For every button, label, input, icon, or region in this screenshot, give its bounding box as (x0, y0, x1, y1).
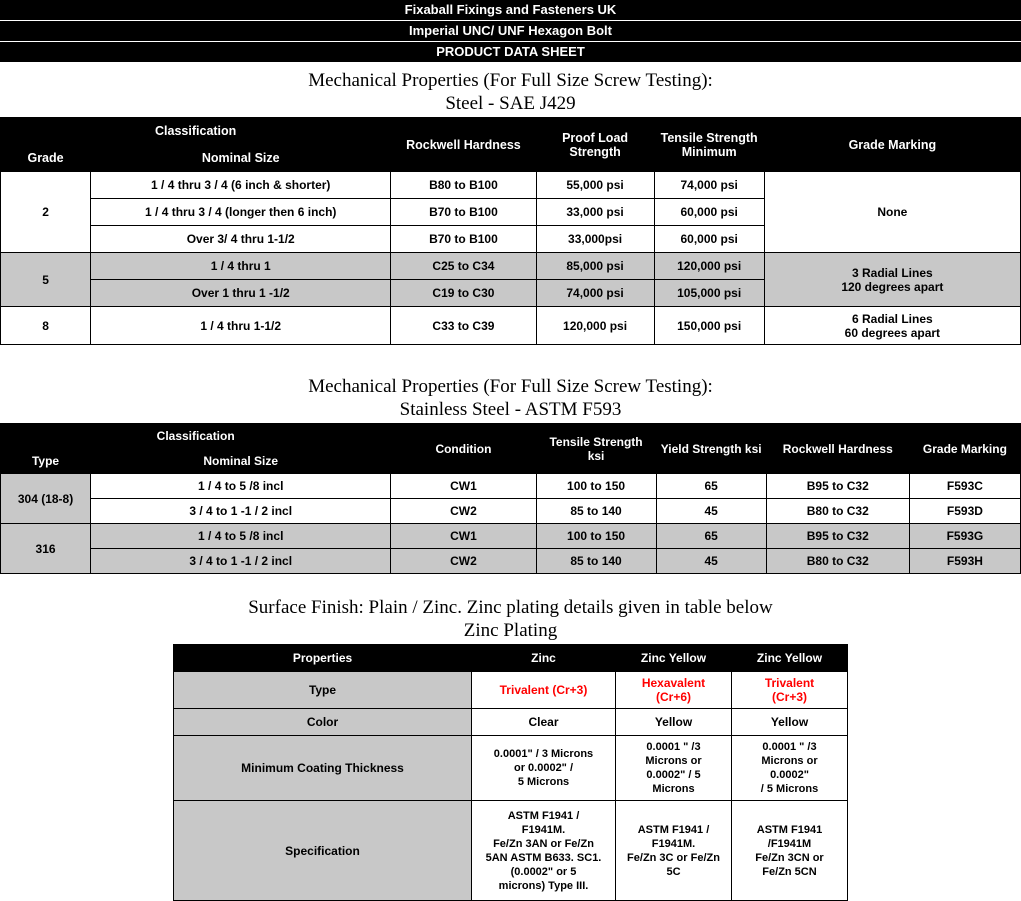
rockwell-value: C33 to C39 (391, 307, 536, 345)
nominal-size-value: 1 / 4 thru 1-1/2 (91, 307, 391, 345)
astm-f593-table (0, 423, 1021, 574)
nominal-size-value: 3 / 4 to 1 -1 / 2 incl (91, 549, 391, 574)
col-zinc: Zinc (472, 645, 616, 672)
tensile-value: 74,000 psi (654, 172, 764, 199)
proof-value: 33,000 psi (536, 199, 654, 226)
col-tensile-strength: Tensile Strength Minimum (654, 118, 764, 172)
rockwell-value: C19 to C30 (391, 280, 536, 307)
section3-title-line1: Surface Finish: Plain / Zinc. Zinc plating details given in table below (248, 597, 773, 618)
table-row (1, 499, 1021, 524)
col-rockwell: Rockwell Hardness (391, 118, 536, 172)
value-line3: Fe/Zn 3C or Fe/Zn (627, 851, 720, 864)
rockwell-value: B80 to B100 (391, 172, 536, 199)
nominal-size-value: 1 / 4 to 5 /8 incl (91, 474, 391, 499)
color-zinc-value: Clear (472, 709, 616, 736)
thickness-zinc-yellow-hexavalent-value (616, 736, 732, 801)
value-line3: 5 Microns (517, 776, 570, 788)
value-line1: Hexavalent (641, 676, 706, 690)
grade-value: 2 (1, 172, 91, 253)
section2-title-line2: Stainless Steel - ASTM F593 (399, 399, 622, 420)
value-line3: 0.0002" / 5 (646, 769, 701, 781)
rockwell-value: B80 to C32 (766, 499, 909, 524)
value-line2: (Cr+6) (655, 690, 691, 704)
row-label-color: Color (174, 709, 472, 736)
condition-value: CW1 (391, 474, 536, 499)
col-grade: Grade (1, 145, 91, 172)
nominal-size-value: 1 / 4 thru 3 / 4 (6 inch & shorter) (91, 172, 391, 199)
rockwell-value: B70 to B100 (391, 226, 536, 253)
document-type-title: PRODUCT DATA SHEET (0, 42, 1021, 63)
tensile-value: 150,000 psi (654, 307, 764, 345)
value-line4: Fe/Zn 5CN (762, 865, 817, 878)
tensile-value: 100 to 150 (536, 524, 656, 549)
color-zinc-yellow-hexavalent-value: Yellow (616, 709, 732, 736)
value-line4: / 5 Microns (760, 783, 819, 795)
zinc-plating-table (173, 644, 848, 901)
document-header (0, 0, 1021, 63)
rockwell-value: B95 to C32 (766, 524, 909, 549)
col-proof-load: Proof Load Strength (536, 118, 654, 172)
value-line2: (Cr+3) (771, 690, 807, 704)
col-grade-marking: Grade Marking (764, 118, 1020, 172)
table-header-row (1, 424, 1021, 449)
grade-marking-line2: 120 degrees apart (841, 279, 944, 294)
yield-value: 45 (656, 499, 766, 524)
table-row (1, 172, 1021, 199)
col-nominal-size: Nominal Size (91, 145, 391, 172)
type-zinc-yellow-trivalent-value (732, 672, 848, 709)
grade-marking-value: F593H (909, 549, 1020, 574)
col-zinc-yellow-trivalent: Zinc Yellow (732, 645, 848, 672)
tensile-value: 120,000 psi (654, 253, 764, 280)
grade-marking-value (764, 307, 1020, 345)
specification-zinc-yellow-trivalent-value (732, 801, 848, 901)
row-label-thickness: Minimum Coating Thickness (174, 736, 472, 801)
value-line6: microns) Type III. (498, 879, 589, 892)
product-title: Imperial UNC/ UNF Hexagon Bolt (0, 21, 1021, 42)
proof-value: 120,000 psi (536, 307, 654, 345)
value-line4: Microns (652, 783, 695, 795)
grade-marking-line2: 60 degrees apart (844, 325, 941, 340)
value-line2: Microns or (645, 755, 702, 767)
nominal-size-value: 3 / 4 to 1 -1 / 2 incl (91, 499, 391, 524)
thickness-zinc-yellow-trivalent-value (732, 736, 848, 801)
section3-title-line2: Zinc Plating (463, 620, 558, 641)
grade-value: 5 (1, 253, 91, 307)
value-line2: F1941M. (521, 823, 566, 836)
value-line1: ASTM F1941 / (507, 809, 580, 822)
zinc-plating-table-wrapper (0, 644, 1021, 901)
value-line2: Microns or (761, 755, 818, 767)
yield-value: 65 (656, 474, 766, 499)
row-label-specification: Specification (174, 801, 472, 901)
col-properties: Properties (174, 645, 472, 672)
nominal-size-value: 1 / 4 thru 1 (91, 253, 391, 280)
tensile-value: 60,000 psi (654, 226, 764, 253)
spacer (0, 574, 1021, 596)
grade-marking-value: F593G (909, 524, 1020, 549)
col-classification: Classification (1, 424, 391, 449)
value-line5: (0.0002" or 5 (510, 865, 577, 878)
table-row (1, 524, 1021, 549)
grade-marking-line1: 6 Radial Lines (852, 311, 933, 326)
rockwell-value: B80 to C32 (766, 549, 909, 574)
company-title: Fixaball Fixings and Fasteners UK (0, 0, 1021, 21)
col-type: Type (1, 449, 91, 474)
table-row (1, 549, 1021, 574)
table-row (174, 801, 848, 901)
grade-marking-value: F593C (909, 474, 1020, 499)
proof-value: 33,000psi (536, 226, 654, 253)
value-line2: F1941M. (651, 837, 696, 850)
color-zinc-yellow-trivalent-value: Yellow (732, 709, 848, 736)
col-classification: Classification (1, 118, 391, 145)
grade-marking-line1: 3 Radial Lines (852, 265, 933, 280)
type-zinc-yellow-hexavalent-value (616, 672, 732, 709)
value-line2: or 0.0002" / (513, 762, 574, 774)
col-grade-marking: Grade Marking (909, 424, 1020, 474)
nominal-size-value: 1 / 4 to 5 /8 incl (91, 524, 391, 549)
nominal-size-value: Over 3/ 4 thru 1-1/2 (91, 226, 391, 253)
proof-value: 55,000 psi (536, 172, 654, 199)
col-rockwell: Rockwell Hardness (766, 424, 909, 474)
value-line1: ASTM F1941 (756, 823, 823, 836)
rockwell-value: C25 to C34 (391, 253, 536, 280)
sae-j429-table (0, 117, 1021, 345)
table-header-row (174, 645, 848, 672)
tensile-value: 85 to 140 (536, 499, 656, 524)
value-line1: 0.0001" / 3 Microns (493, 748, 594, 760)
type-value: 304 (18-8) (1, 474, 91, 524)
value-line4: 5C (666, 865, 681, 878)
tensile-value: 105,000 psi (654, 280, 764, 307)
table-row (174, 672, 848, 709)
specification-zinc-value (472, 801, 616, 901)
tensile-value: 85 to 140 (536, 549, 656, 574)
table-row (1, 253, 1021, 280)
col-nominal-size: Nominal Size (91, 449, 391, 474)
grade-marking-value: None (764, 172, 1020, 253)
yield-value: 45 (656, 549, 766, 574)
row-label-type: Type (174, 672, 472, 709)
condition-value: CW2 (391, 549, 536, 574)
grade-value: 8 (1, 307, 91, 345)
value-line1: 0.0001 " /3 (762, 741, 817, 753)
value-line2: /F1941M (767, 837, 812, 850)
spacer (0, 345, 1021, 375)
col-condition: Condition (391, 424, 536, 474)
tensile-value: 60,000 psi (654, 199, 764, 226)
type-zinc-value: Trivalent (Cr+3) (472, 672, 616, 709)
specification-zinc-yellow-hexavalent-value (616, 801, 732, 901)
table-header-row (1, 118, 1021, 145)
table-row (1, 474, 1021, 499)
proof-value: 85,000 psi (536, 253, 654, 280)
type-value: 316 (1, 524, 91, 574)
yield-value: 65 (656, 524, 766, 549)
condition-value: CW1 (391, 524, 536, 549)
nominal-size-value: Over 1 thru 1 -1/2 (91, 280, 391, 307)
table-row (174, 736, 848, 801)
grade-marking-value (764, 253, 1020, 307)
value-line4: 5AN ASTM B633. SC1. (485, 851, 602, 864)
value-line1: 0.0001 " /3 (646, 741, 701, 753)
section2-title-line1: Mechanical Properties (For Full Size Screw Testing): (308, 376, 713, 397)
rockwell-value: B95 to C32 (766, 474, 909, 499)
col-yield-strength: Yield Strength ksi (656, 424, 766, 474)
col-zinc-yellow-hexavalent: Zinc Yellow (616, 645, 732, 672)
table-row (174, 709, 848, 736)
value-line3: Fe/Zn 3CN or (755, 851, 824, 864)
value-line3: 0.0002" (770, 769, 809, 781)
tensile-value: 100 to 150 (536, 474, 656, 499)
condition-value: CW2 (391, 499, 536, 524)
rockwell-value: B70 to B100 (391, 199, 536, 226)
value-line1: ASTM F1941 / (637, 823, 710, 836)
nominal-size-value: 1 / 4 thru 3 / 4 (longer then 6 inch) (91, 199, 391, 226)
table-row (1, 307, 1021, 345)
thickness-zinc-value (472, 736, 616, 801)
section1-title-line2: Steel - SAE J429 (445, 93, 576, 114)
proof-value: 74,000 psi (536, 280, 654, 307)
col-tensile-strength: Tensile Strength ksi (536, 424, 656, 474)
grade-marking-value: F593D (909, 499, 1020, 524)
section1-title-line1: Mechanical Properties (For Full Size Screw Testing): (308, 70, 713, 91)
value-line1: Trivalent (764, 676, 815, 690)
value-line3: Fe/Zn 3AN or Fe/Zn (493, 837, 594, 850)
